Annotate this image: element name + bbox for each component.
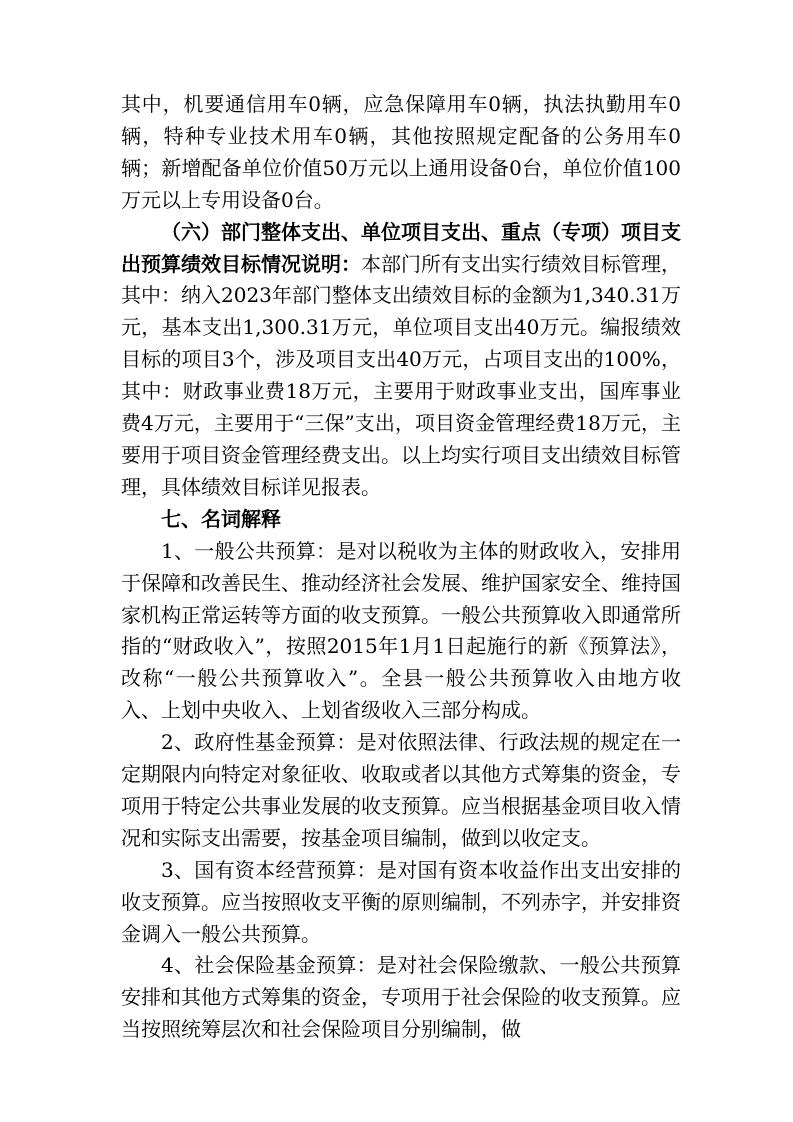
definition-general-budget: 1、一般公共预算：是对以税收为主体的财政收入，安排用于保障和改善民生、推动经济社会发展、维护国家安全、维持国家机构正常运转等方面的收支预算。一般公共预算收入即通常所指的“财政收入”，按照2015年1月1日起施行的新《预算法》，改称“一般公共预算收入”。全县一般公共预算收入由地方收入、上划中央收入、上划省级收入三部分构成。 xyxy=(121,538,681,723)
definition-social-insurance-budget: 4、社会保险基金预算：是对社会保险缴款、一般公共预算安排和其他方式筹集的资金，专项用于社会保险的收支预算。应当按照统筹层次和社会保险项目分别编制，做 xyxy=(121,953,681,1042)
paragraph-vehicles: 其中，机要通信用车0辆，应急保障用车0辆，执法执勤用车0辆，特种专业技术用车0辆，其他按照规定配备的公务用车0辆；新增配备单位价值50万元以上通用设备0台，单位价值100万元以上专用设备0台。 xyxy=(121,92,681,212)
definition-state-capital-budget: 3、国有资本经营预算：是对国有资本收益作出支出安排的收支预算。应当按照收支平衡的原则编制，不列赤字，并安排资金调入一般公共预算。 xyxy=(121,857,681,946)
definition-fund-budget: 2、政府性基金预算：是对依照法律、行政法规的规定在一定期限内向特定对象征收、收取或者以其他方式筹集的资金，专项用于特定公共事业发展的收支预算。应当根据基金项目收入情况和实际支出需要，按基金项目编制，做到以收定支。 xyxy=(121,730,681,850)
paragraph-performance-goals xyxy=(121,217,681,504)
document-page xyxy=(121,89,681,1046)
section-heading-seven: 七、名词解释 xyxy=(161,506,281,531)
section-heading-six: （六）部门整体支出、单位项目支出、重点（专项）项目支出预算绩效目标情况说明： xyxy=(121,219,681,276)
performance-goals-text: 本部门所有支出实行绩效目标管理，其中：纳入2023年部门整体支出绩效目标的金额为1,340.31万元，基本支出1,300.31万元，单位项目支出40万元。编报绩效目标的项目3个，涉及项目支出40万元，占项目支出的100%，其中：财政事业费18万元，主要用于财政事业支出，国库事业费4万元，主要用于“三保”支出，项目资金管理经费18万元，主要用于项目资金管理经费支出。以上均实行项目支出绩效目标管理，具体绩效目标详见报表。 xyxy=(121,251,681,499)
